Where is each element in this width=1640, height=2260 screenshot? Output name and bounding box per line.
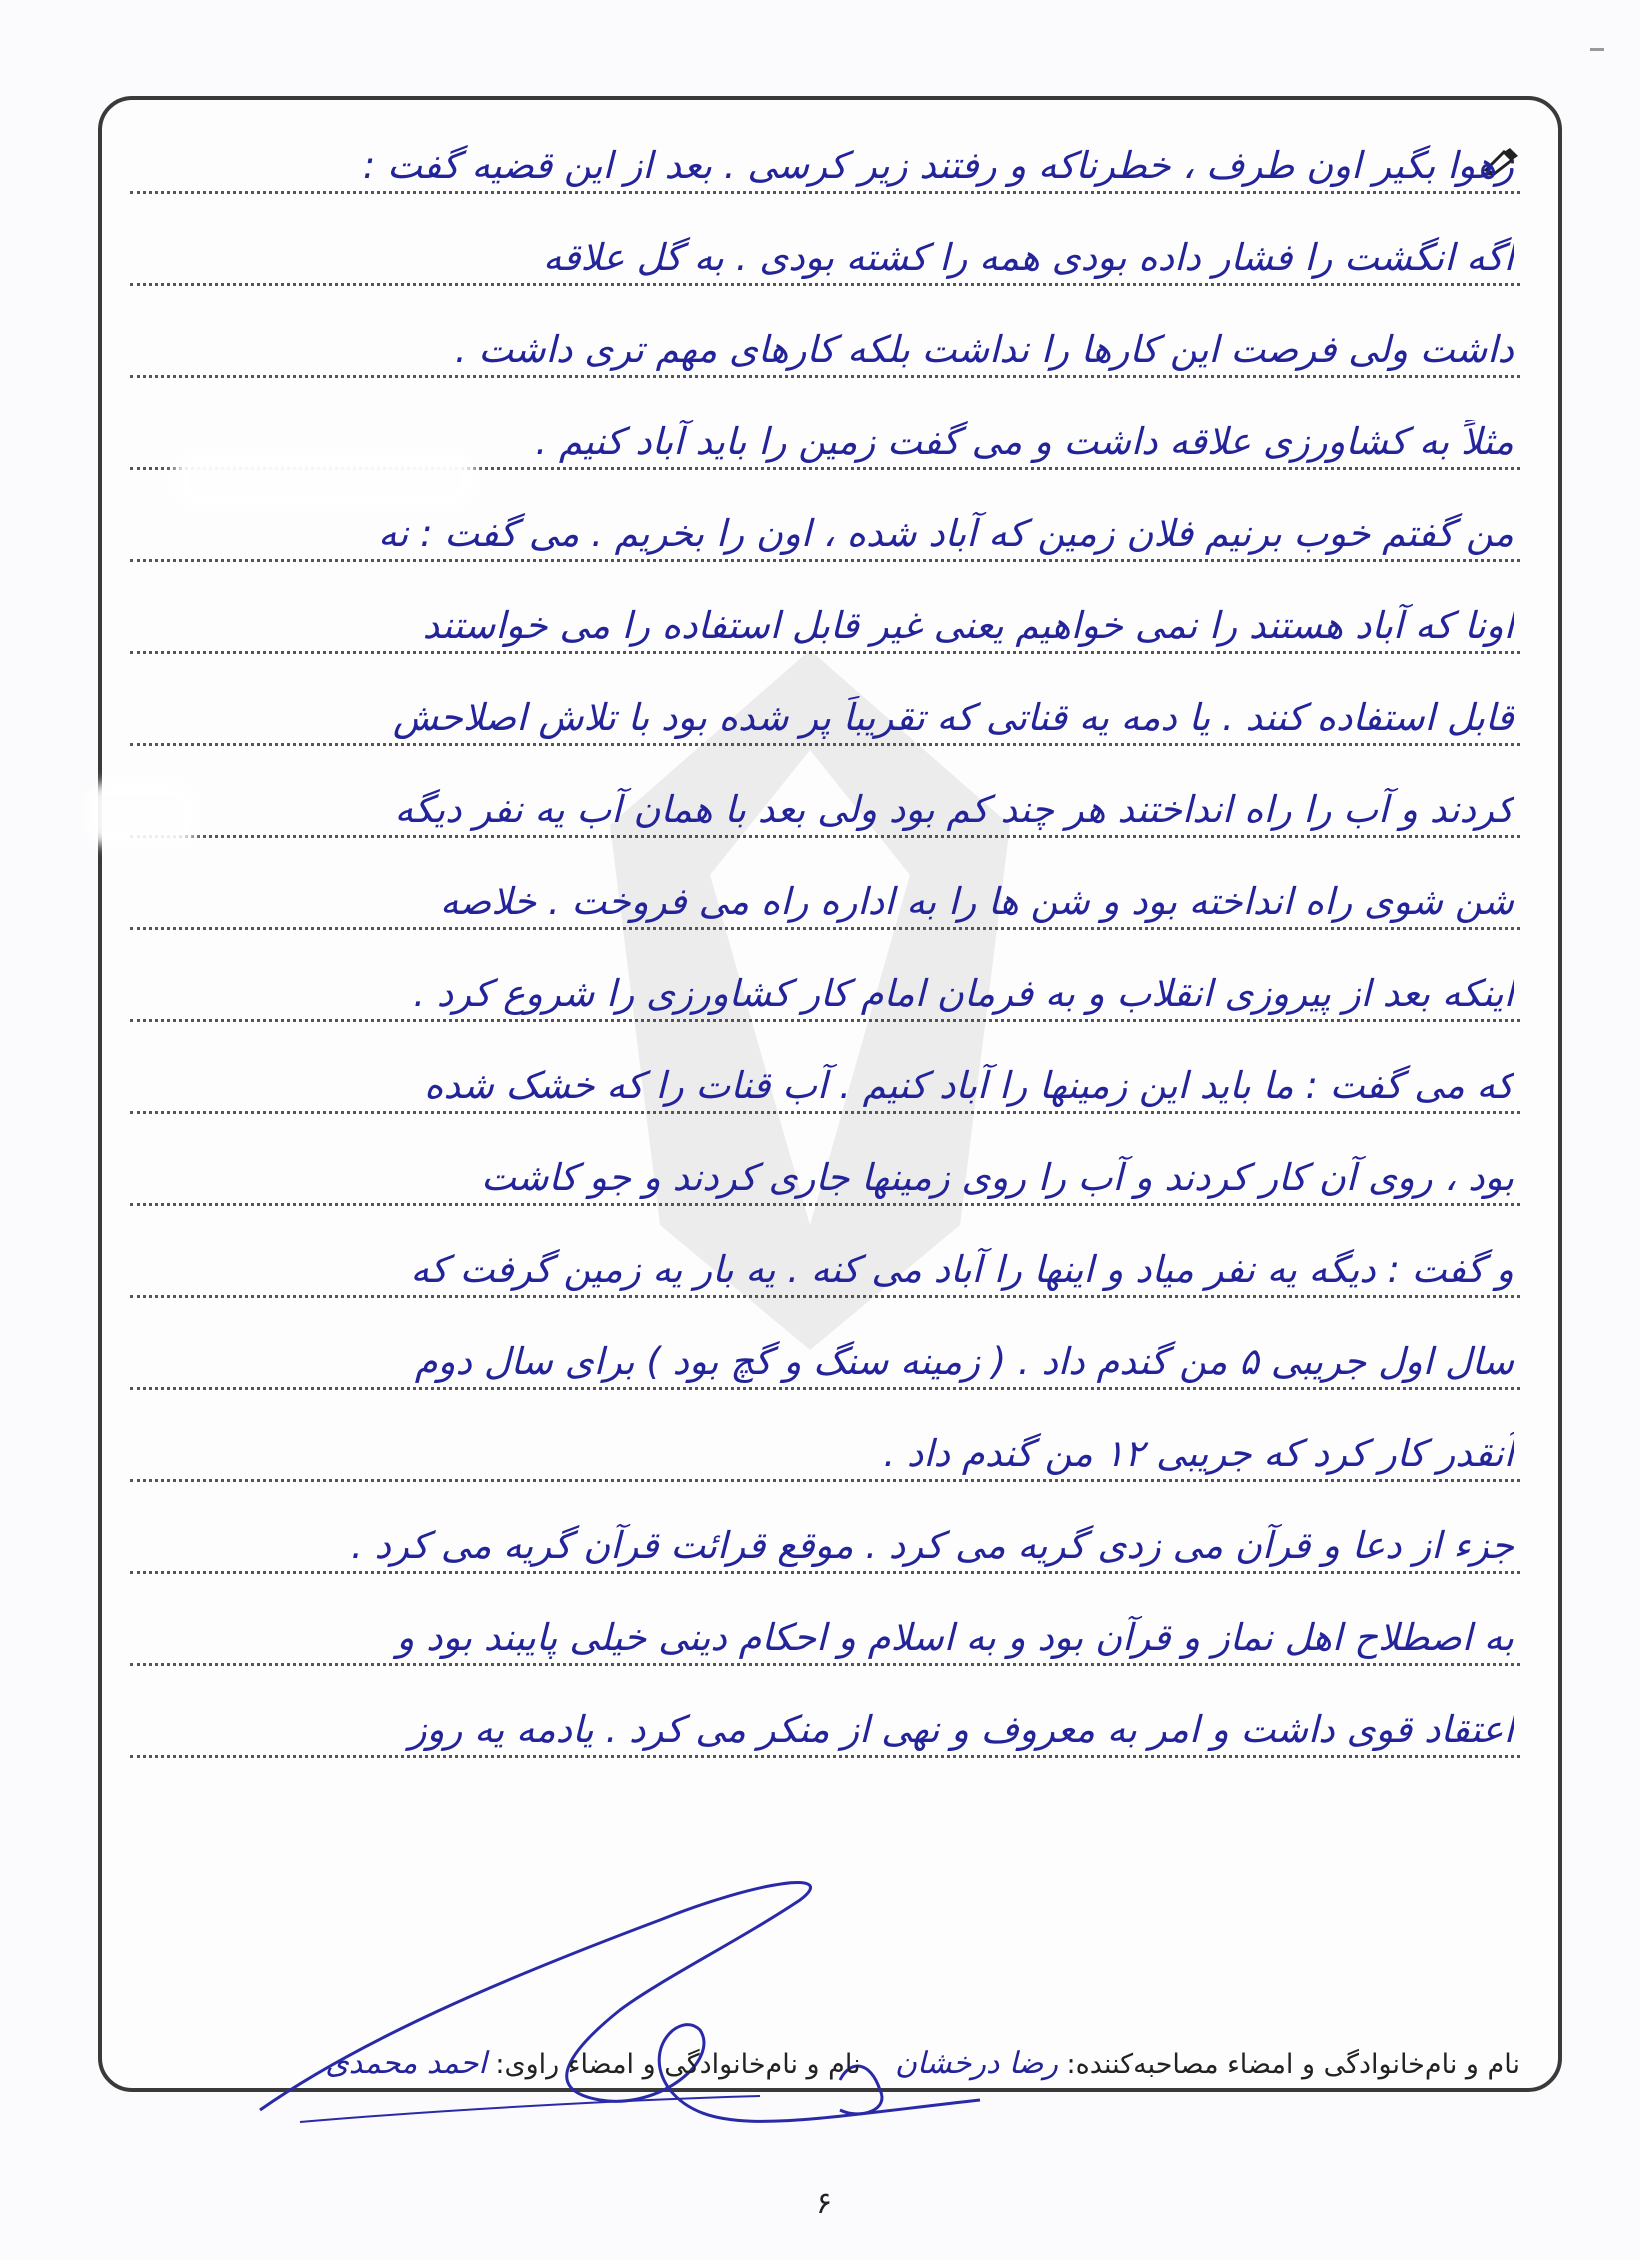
text-line-5: من گفتم خوب برنیم فلان زمین که آباد شده ، اون را بخریم . می گفت : نه (130, 486, 1520, 562)
text-line-17: به اصطلاح اهل نماز و قرآن بود و به اسلام و احکام دینی خیلی پایبند بود و (130, 1590, 1520, 1666)
interviewer-label: نام و نام‌خانوادگی و امضاء مصاحبه‌کننده: (1066, 2049, 1520, 2080)
text-line-1: زهوا بگیر اون طرف ، خطرناکه و رفتند زیر کرسی . بعد از این قضیه گفت : (130, 118, 1520, 194)
text-line-7: قابل استفاده کنند . یا دمه یه قناتی که تقریباً پر شده بود با تلاش اصلاحش (130, 670, 1520, 746)
scan-edge-mark (1590, 48, 1604, 51)
text-line-11: که می گفت : ما باید این زمینها را آباد کنیم . آب قنات را که خشک شده (130, 1038, 1520, 1114)
text-line-15: آنقدر کار کرد که جریبی ۱۲ من گندم داد . (130, 1406, 1520, 1482)
text-line-18: اعتقاد قوی داشت و امر به معروف و نهی از منکر می کرد . یادمه یه روز (130, 1682, 1520, 1758)
page-number: ۶ (815, 2186, 833, 2221)
text-line-3: داشت ولی فرصت این کارها را نداشت بلکه کارهای مهم تری داشت . (130, 302, 1520, 378)
text-line-10: اینکه بعد از پیروزی انقلاب و به فرمان امام کار کشاورزی را شروع کرد . (130, 946, 1520, 1022)
text-line-6: اونا که آباد هستند را نمی خواهیم یعنی غیر قابل استفاده را می خواستند (130, 578, 1520, 654)
text-line-2: اگه انگشت را فشار داده بودی همه را کشته بودی . به گل علاقه (130, 210, 1520, 286)
text-line-14: سال اول جریبی ۵ من گندم داد . ( زمینه سنگ و گچ بود ) برای سال دوم (130, 1314, 1520, 1390)
text-line-13: و گفت : دیگه یه نفر میاد و اینها را آباد می کنه . یه بار یه زمین گرفت که (130, 1222, 1520, 1298)
text-line-4: مثلاً به کشاورزی علاقه داشت و می گفت زمین را باید آباد کنیم . (130, 394, 1520, 470)
signature-scribble (240, 1860, 1000, 2160)
text-line-16: جزء از دعا و قرآن می زدی گریه می کرد . موقع قرائت قرآن گریه می کرد . (130, 1498, 1520, 1574)
narrator-name: احمد محمدی (325, 2046, 487, 2081)
text-line-9: شن شوی راه انداخته بود و شن ها را به اداره راه می فروخت . خلاصه (130, 854, 1520, 930)
correction-fluid-mark (175, 452, 475, 508)
correction-fluid-mark (86, 782, 196, 846)
text-line-12: بود ، روی آن کار کردند و آب را روی زمینها جاری کردند و جو کاشت (130, 1130, 1520, 1206)
signature-footer (130, 2046, 1520, 2081)
text-line-8: کردند و آب را راه انداختند هر چند کم بود ولی بعد با همان آب یه نفر دیگه (130, 762, 1520, 838)
narrator-label: نام و نام‌خانوادگی و امضاء راوی: (495, 2049, 861, 2080)
interviewer-name: رضا درخشان (894, 2046, 1058, 2081)
